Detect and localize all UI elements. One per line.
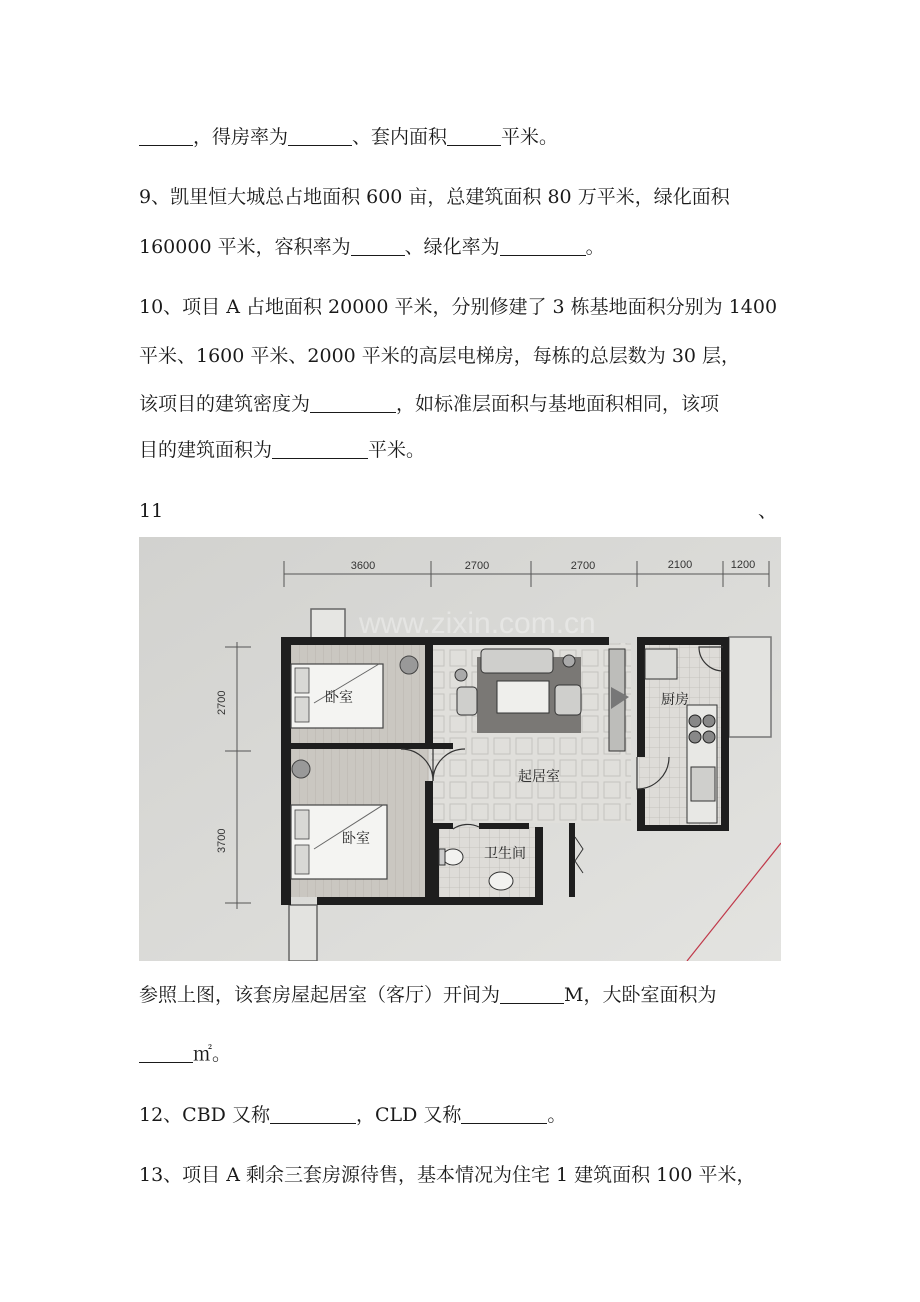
text-segment: 参照上图，该套房屋起居室（客厅）开间为 (139, 984, 501, 1006)
toilet-icon (439, 849, 463, 865)
text-segment: ㎡。 (193, 1043, 232, 1065)
answer-blank[interactable] (139, 125, 193, 146)
question-11-line-1 (139, 982, 716, 1008)
plant-icon (400, 656, 418, 674)
answer-blank[interactable] (310, 392, 396, 413)
answer-blank[interactable] (270, 1103, 356, 1124)
question-10-line-1: 10、项目 A 占地面积 20000 平米，分别修建了 3 栋基地面积分别为 1400 (139, 296, 778, 318)
room-label-kitchen: 厨房 (661, 692, 689, 708)
dimension-label: 1200 (730, 559, 756, 571)
balcony-lower (289, 905, 317, 961)
text-segment: 。 (585, 236, 605, 258)
text-segment: 、绿化率为 (404, 236, 500, 258)
answer-blank[interactable] (351, 235, 405, 256)
dimension-label: 3700 (216, 828, 228, 853)
dimension-label: 2700 (464, 560, 490, 572)
dimension-label: 3600 (350, 560, 376, 572)
room-label-bathroom: 卫生间 (484, 846, 526, 862)
answer-blank[interactable] (500, 235, 586, 256)
dimension-label: 2700 (570, 560, 596, 572)
answer-blank[interactable] (272, 438, 368, 459)
text-segment: ，如标准层面积与基地面积相同，该项 (396, 393, 720, 415)
question-13: 13、项目 A 剩余三套房源待售，基本情况为住宅 1 建筑面积 100 平米， (139, 1164, 756, 1186)
sink-icon (489, 872, 513, 890)
question-10-line-2: 平米、1600 平米、2000 平米的高层电梯房，每栋的总层数为 30 层， (139, 345, 741, 367)
room-label-living-room: 起居室 (518, 769, 560, 785)
text-segment: 目的建筑面积为 (139, 439, 273, 461)
answer-blank[interactable] (461, 1103, 547, 1124)
question-11-number: 11 (139, 500, 164, 522)
question-11-mark: 、 (758, 500, 778, 522)
question-10-line-3 (139, 391, 719, 417)
room-label-bedroom-lower: 卧室 (342, 831, 370, 847)
text-line-1 (139, 124, 558, 150)
text-segment: ，CLD 又称 (355, 1104, 462, 1126)
question-9-line-1: 9、凯里恒大城总占地面积 600 亩，总建筑面积 80 万平米，绿化面积 (139, 186, 730, 208)
text-segment: 160000 平米，容积率为 (139, 236, 351, 258)
bed-lower (291, 805, 387, 879)
text-segment: 。 (547, 1104, 567, 1126)
question-10-line-4 (139, 437, 425, 463)
text-segment: 平米。 (501, 126, 559, 148)
text-segment: M，大卧室面积为 (564, 984, 717, 1006)
answer-blank[interactable] (500, 983, 564, 1004)
floor-plan-image (139, 537, 781, 961)
text-segment: 平米。 (368, 439, 426, 461)
watermark: www.zixin.com.cn (359, 607, 596, 640)
question-11-line-2 (139, 1041, 231, 1067)
plant-icon (292, 760, 310, 778)
floor-plan-drawing (139, 537, 781, 961)
balcony-right (729, 637, 771, 737)
answer-blank[interactable] (139, 1042, 193, 1063)
text-segment: 该项目的建筑密度为 (139, 393, 311, 415)
text-segment: 12、CBD 又称 (139, 1104, 270, 1126)
text-segment: ，得房率为 (193, 126, 289, 148)
answer-blank[interactable] (447, 125, 501, 146)
answer-blank[interactable] (288, 125, 352, 146)
dimension-label: 2700 (216, 690, 228, 715)
room-label-bedroom-upper: 卧室 (325, 690, 353, 706)
text-segment: 、套内面积 (352, 126, 448, 148)
question-9-line-2 (139, 234, 605, 260)
dimension-label: 2100 (667, 559, 693, 571)
question-12 (139, 1102, 566, 1128)
